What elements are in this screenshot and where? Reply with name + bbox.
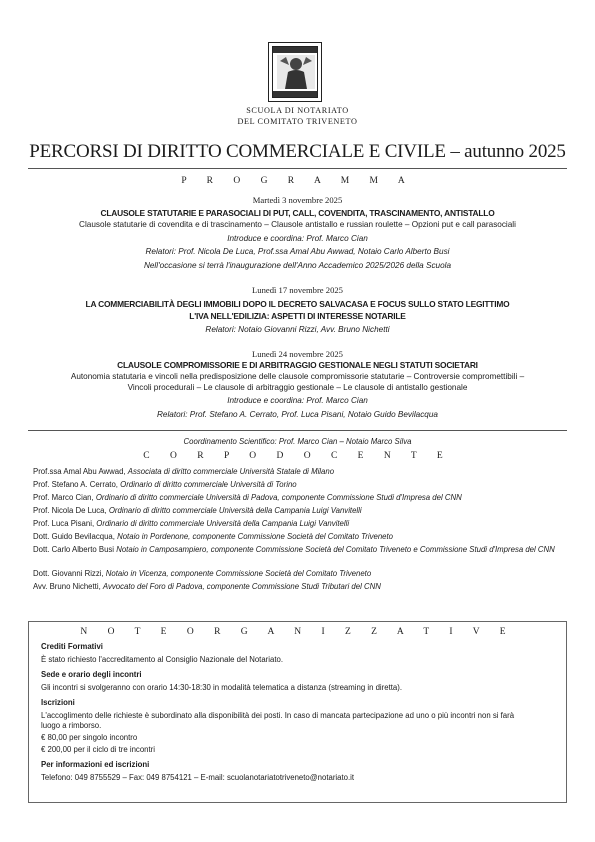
session-2-date: Lunedì 17 novembre 2025 xyxy=(252,285,343,295)
session-1-description: Clausole statutarie di covendita e di trascinamento – Clausole antistallo e russian roulette – Opzioni put e call parasociali xyxy=(79,220,516,229)
faculty-role: Avvocato del Foro di Padova, componente Commissione Studi Tributari del CNN xyxy=(102,582,381,591)
corpo-docente-label: C O R P O D O C E N T E xyxy=(143,451,452,461)
session-3-intro: Introduce e coordina: Prof. Marco Cian xyxy=(227,396,368,405)
school-name-line2: DEL COMITATO TRIVENETO xyxy=(237,117,358,126)
faculty-role: Notaio in Vicenza, componente Commissione Società del Comitato Triveneto xyxy=(105,569,372,578)
enroll-text-line2: luogo a rimborso. xyxy=(41,721,102,730)
faculty-member xyxy=(33,467,565,478)
faculty-member xyxy=(33,480,565,491)
faculty-member xyxy=(33,493,565,504)
faculty-member xyxy=(33,582,565,593)
programma-label: P R O G R A M M A xyxy=(181,176,414,186)
faculty-name: Prof. Marco Cian, xyxy=(33,493,96,502)
faculty-name: Dott. Guido Bevilacqua, xyxy=(33,532,118,541)
session-1-intro: Introduce e coordina: Prof. Marco Cian xyxy=(227,234,368,243)
faculty-member xyxy=(33,506,565,517)
venue-text: Gli incontri si svolgeranno con orario 14:30-18:30 in modalità telematica a distanza (streaming in diretta). xyxy=(41,683,403,692)
credits-text: È stato richiesto l'accreditamento al Consiglio Nazionale del Notariato. xyxy=(41,655,284,664)
session-1-date: Martedì 3 novembre 2025 xyxy=(252,195,343,205)
faculty-role: Notaio in Camposampiero, componente Commissione Società del Comitato Triveneto e Commissione Studi d'Impresa del CNN xyxy=(116,545,555,554)
faculty-role: Associata di diritto commerciale Università Statale di Milano xyxy=(127,467,335,476)
price-single: € 80,00 per singolo incontro xyxy=(41,733,138,742)
faculty-member xyxy=(33,532,565,543)
session-3-description-line2: Vincoli procedurali – Le clausole di arbitraggio gestionale – Le clausole di antistallo gestionale xyxy=(127,383,468,392)
faculty-role: Ordinario di diritto commerciale Università della Campania Luigi Vanvitelli xyxy=(108,506,362,515)
info-contacts: Telefono: 049 8755529 – Fax: 049 8754121 – E-mail: scuolanotariatotriveneto@notariato.it xyxy=(41,773,355,782)
scientific-coordination: Coordinamento Scientifico: Prof. Marco Cian – Notaio Marco Silva xyxy=(183,437,412,446)
session-2-heading-line1: LA COMMERCIABILITÀ DEGLI IMMOBILI DOPO IL DECRETO SALVACASA E FOCUS SULLO STATO LEGITTIMO xyxy=(85,299,510,309)
school-crest-logo xyxy=(268,42,322,102)
credits-title: Crediti Formativi xyxy=(41,642,103,651)
faculty-role: Ordinario di diritto commerciale Università di Torino xyxy=(120,480,297,489)
faculty-member xyxy=(33,569,565,580)
title-divider xyxy=(28,168,567,169)
session-2-speakers: Relatori: Notaio Giovanni Rizzi, Avv. Bruno Nichetti xyxy=(205,325,390,334)
enroll-title: Iscrizioni xyxy=(41,698,75,707)
notes-label: N O T E O R G A N I Z Z A T I V E xyxy=(80,627,515,637)
faculty-name: Prof. Luca Pisani, xyxy=(33,519,97,528)
faculty-member xyxy=(33,545,565,556)
program-divider xyxy=(28,430,567,431)
faculty-role: Notaio in Pordenone, componente Commissione Società del Comitato Triveneto xyxy=(117,532,394,541)
session-3-speakers: Relatori: Prof. Stefano A. Cerrato, Prof. Luca Pisani, Notaio Guido Bevilacqua xyxy=(157,410,438,419)
faculty-member xyxy=(33,519,565,530)
session-2-heading-line2: L'IVA NELL'EDILIZIA: ASPETTI DI INTERESSE NOTARILE xyxy=(189,311,406,321)
faculty-name: Dott. Carlo Alberto Busi xyxy=(33,545,117,554)
faculty-role: Ordinario di diritto commerciale Università della Campania Luigi Vanvitelli xyxy=(96,519,350,528)
session-1-speakers: Relatori: Prof. Nicola De Luca, Prof.ssa Amal Abu Awwad, Notaio Carlo Alberto Busi xyxy=(145,247,450,256)
faculty-name: Dott. Giovanni Rizzi, xyxy=(33,569,106,578)
faculty-name: Avv. Bruno Nichetti, xyxy=(33,582,103,591)
faculty-name: Prof. Stefano A. Cerrato, xyxy=(33,480,121,489)
session-1-heading: CLAUSOLE STATUTARIE E PARASOCIALI DI PUT, CALL, COVENDITA, TRASCINAMENTO, ANTISTALLO xyxy=(100,208,495,218)
info-title: Per informazioni ed iscrizioni xyxy=(41,760,150,769)
enroll-text-line1: L'accoglimento delle richieste è subordinato alla disponibilità dei posti. In caso di mancata partecipazione ad uno o più incontri non si farà xyxy=(41,711,515,720)
session-3-heading: CLAUSOLE COMPROMISSORIE E DI ARBITRAGGIO GESTIONALE NEGLI STATUTI SOCIETARI xyxy=(117,360,478,370)
venue-title: Sede e orario degli incontri xyxy=(41,670,142,679)
school-name-line1: SCUOLA DI NOTARIATO xyxy=(246,106,349,115)
faculty-name: Prof. Nicola De Luca, xyxy=(33,506,109,515)
faculty-name: Prof.ssa Amal Abu Awwad, xyxy=(33,467,128,476)
faculty-role: Ordinario di diritto commerciale Università di Padova, componente Commissione Studi d'Impresa del CNN xyxy=(95,493,462,502)
session-1-note: Nell'occasione si terrà l'inaugurazione dell'Anno Accademico 2025/2026 della Scuola xyxy=(143,261,452,270)
session-3-date: Lunedì 24 novembre 2025 xyxy=(252,349,343,359)
price-cycle: € 200,00 per il ciclo di tre incontri xyxy=(41,745,155,754)
session-3-description-line1: Autonomia statutaria e vincoli nella predisposizione delle clausole compromissorie statutarie – Controversie compromettibili – xyxy=(70,372,525,381)
page-title: PERCORSI DI DIRITTO COMMERCIALE E CIVILE – autunno 2025 xyxy=(29,141,566,162)
crest-figure-icon xyxy=(277,55,315,89)
